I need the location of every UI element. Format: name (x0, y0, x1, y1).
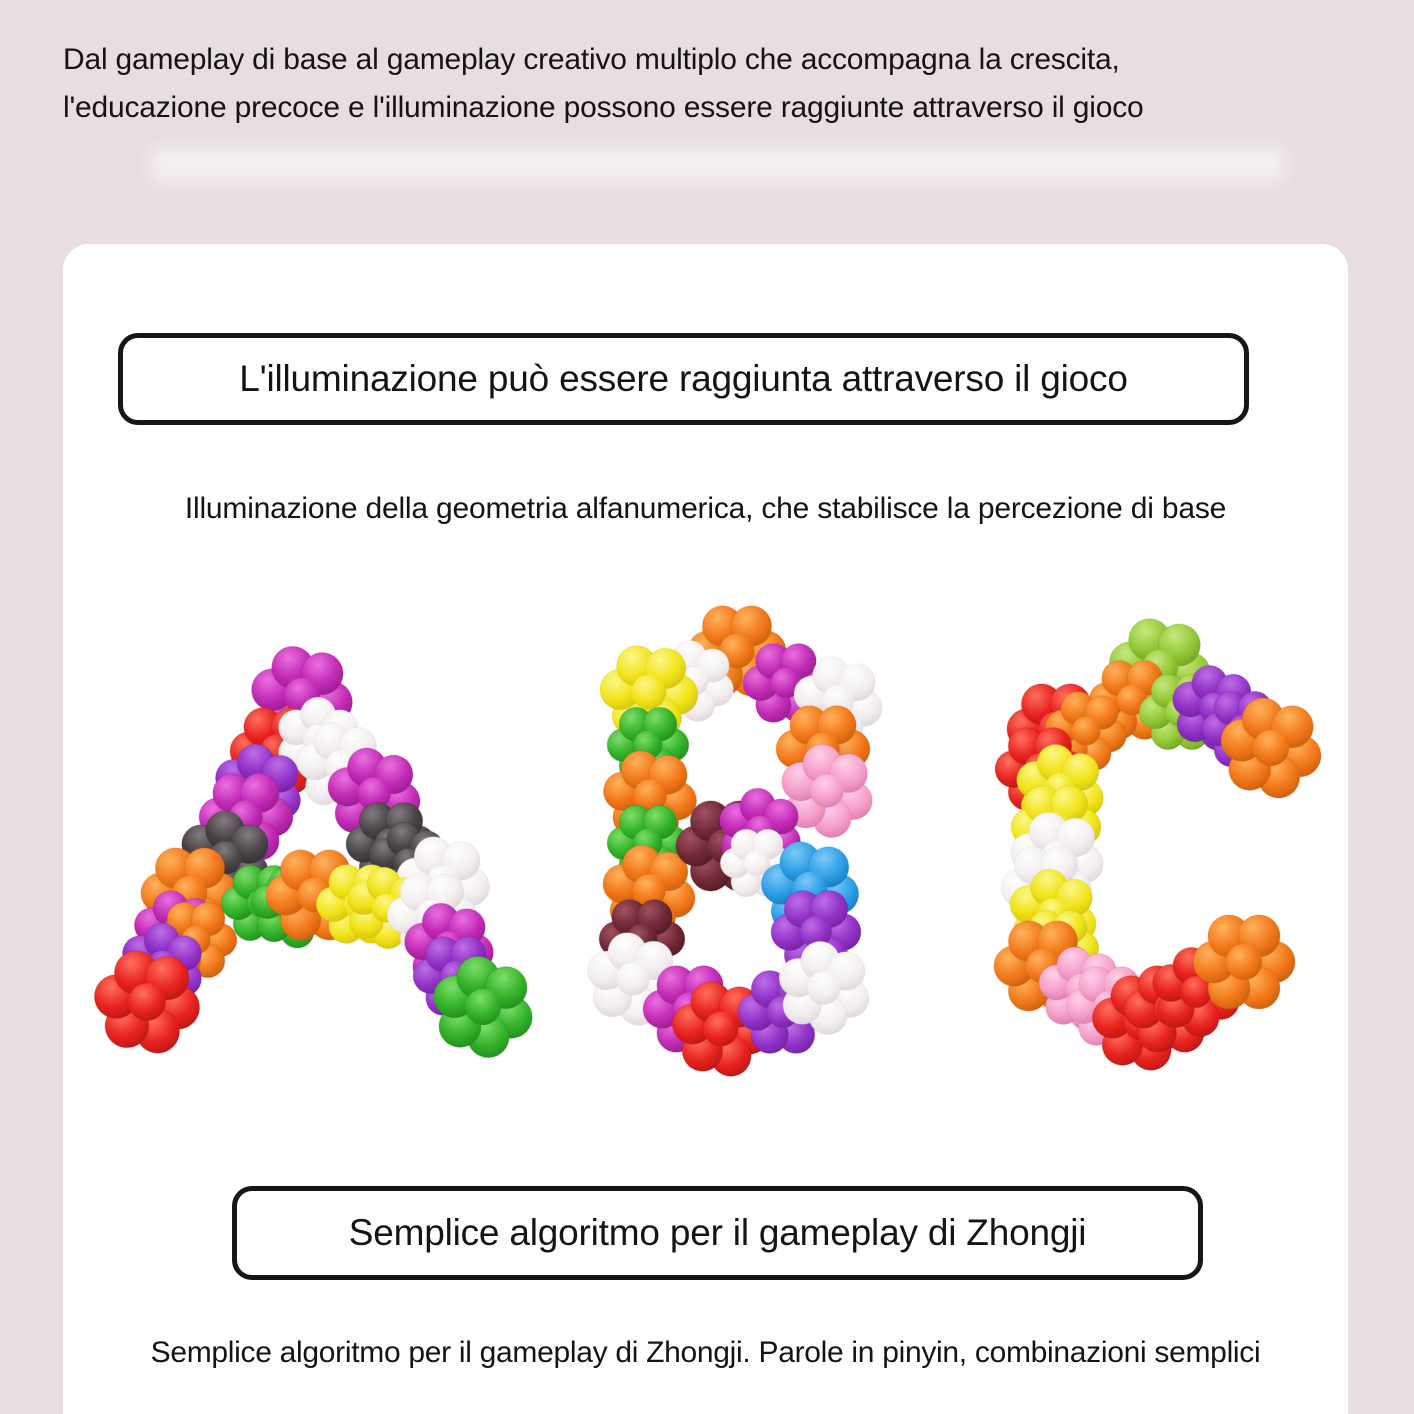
section1-heading: L'illuminazione può essere raggiunta attraverso il gioco (239, 358, 1128, 399)
intro-paragraph (63, 36, 1363, 132)
intro-line-1: Dal gameplay di base al gameplay creativo multiplo che accompagna la crescita, (63, 43, 1120, 76)
section2-subtitle: Semplice algoritmo per il gameplay di Zhongji. Parole in pinyin, combinazioni semplici (150, 1336, 1261, 1369)
faded-ghost-text-row (150, 147, 1285, 183)
content-card (63, 244, 1348, 1414)
section2-heading: Semplice algoritmo per il gameplay di Zhongji (348, 1212, 1087, 1253)
section2-heading-pill (232, 1186, 1203, 1280)
intro-line-2: l'educazione precoce e l'illuminazione possono essere raggiunte attraverso il gioco (63, 91, 1144, 124)
section1-heading-pill (118, 333, 1249, 425)
section1-subtitle: Illuminazione della geometria alfanumerica, che stabilisce la percezione di base (184, 492, 1227, 525)
